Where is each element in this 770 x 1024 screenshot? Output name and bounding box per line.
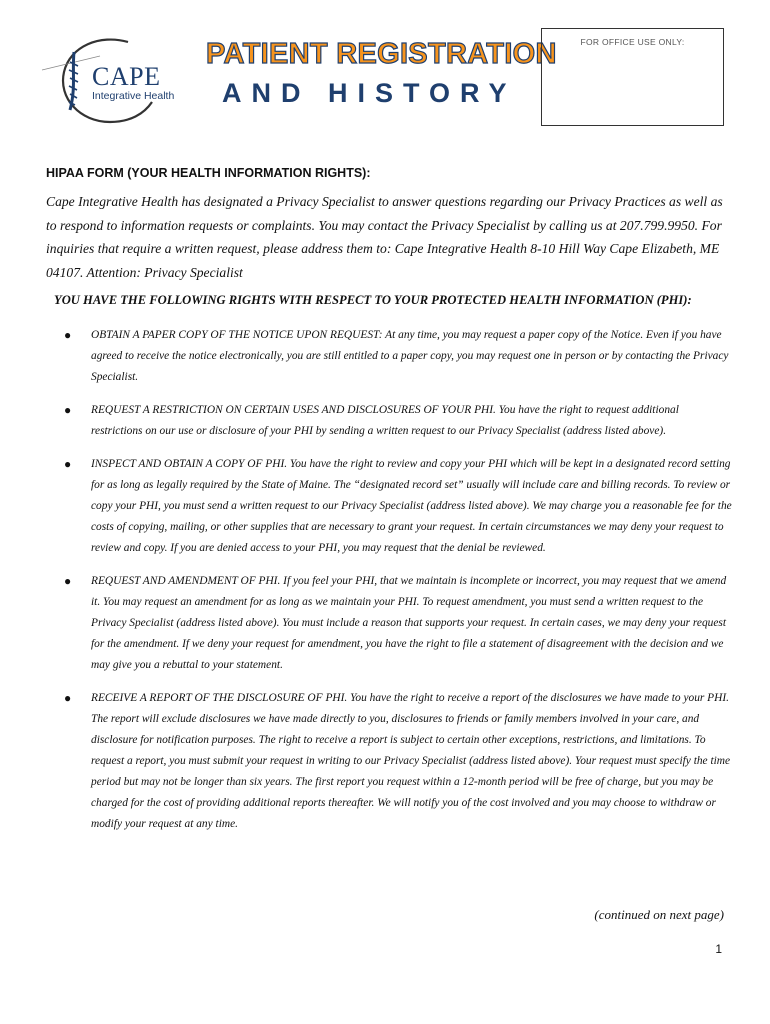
right-text: INSPECT AND OBTAIN A COPY OF PHI. You have the right to review and copy your PHI which will be kept in a designated record setting for as long as legally required by the State of Maine. The “designated record set” usually will include care and billing records. To review or copy your PHI, you must send a written request to our Privacy Specialist (address listed above). We may charge you a reasonable fee for the costs of copying, mailing, or other supplies that are necessary to grant your request. In certain circumstances we may deny your request to review and copy. If you are denied access to your PHI, you may request that the denial be reviewed. bbox=[91, 458, 732, 554]
bullet-icon: ● bbox=[64, 403, 72, 417]
right-text: OBTAIN A PAPER COPY OF THE NOTICE UPON REQUEST: At any time, you may request a paper copy of the Notice. Even if you have agreed to receive the notice electronically, you are still entitled to a paper copy, you may request one in person or by contacting the Privacy Specialist. bbox=[91, 329, 729, 383]
brand-name: CAPE bbox=[92, 62, 161, 91]
bullet-icon: ● bbox=[64, 691, 72, 705]
right-text: REQUEST A RESTRICTION ON CERTAIN USES AND DISCLOSURES OF YOUR PHI. You have the right to request additional restrictions on our use or disclosure of your PHI by sending a written request to our Privacy Specialist (address listed above). bbox=[91, 404, 679, 437]
page-number: 1 bbox=[715, 942, 722, 956]
list-item bbox=[62, 688, 732, 835]
form-title-line2: AND HISTORY bbox=[222, 78, 517, 108]
bullet-icon: ● bbox=[64, 574, 72, 588]
list-item bbox=[62, 454, 732, 559]
right-text: RECEIVE A REPORT OF THE DISCLOSURE OF PHI. You have the right to receive a report of the disclosures we have made to your PHI. The report will exclude disclosures we have made directly to you, disclosures to friends or family members involved in your care, and disclosure for notification purposes. The right to receive a report is subject to certain other exceptions, restrictions, and limitations. To request a report, you must submit your request in writing to our Privacy Specialist (address listed above). Your request must specify the time period but may not be longer than six years. The first report you request within a 12-month period will be free of charge, but you may be charged for the cost of providing additional reports thereafter. We will notify you of the cost involved and you may choose to withdraw or modify your request at any time. bbox=[91, 692, 731, 830]
section-title: HIPAA FORM (YOUR HEALTH INFORMATION RIGHTS): bbox=[46, 166, 371, 180]
form-title-line1: PATIENT REGISTRATION bbox=[206, 38, 557, 70]
bullet-icon: ● bbox=[64, 457, 72, 471]
continued-note: (continued on next page) bbox=[594, 907, 724, 922]
list-item bbox=[62, 400, 732, 442]
intro-paragraph: Cape Integrative Health has designated a Privacy Specialist to answer questions regarding our Privacy Practices as well as to respond to information requests or complaints. You may contact the Privacy Specialist by calling us at 207.799.9950. For inquiries that require a written request, please address them to: Cape Integrative Health 8-10 Hill Way Cape Elizabeth, ME 04107. Attention: Privacy Specialist bbox=[46, 194, 723, 280]
bullet-icon: ● bbox=[64, 328, 72, 342]
rights-heading: YOU HAVE THE FOLLOWING RIGHTS WITH RESPECT TO YOUR PROTECTED HEALTH INFORMATION (PHI): bbox=[54, 293, 692, 307]
brand-subtitle: Integrative Health bbox=[92, 90, 175, 102]
office-use-label: FOR OFFICE USE ONLY: bbox=[580, 37, 685, 47]
list-item bbox=[62, 571, 732, 676]
rights-list bbox=[62, 325, 732, 835]
right-text: REQUEST AND AMENDMENT OF PHI. If you feel your PHI, that we maintain is incomplete or incorrect, you may request that we amend it. You may request an amendment for as long as we maintain your PHI. To request amendment, you must send a written request to the Privacy Specialist (address listed above). You must include a reason that supports your request. In certain cases, we may deny your request for the amendment. If we deny your request for amendment, you have the right to file a statement of disagreement with the decision and we may give you a rebuttal to your statement. bbox=[91, 575, 727, 671]
list-item bbox=[62, 325, 732, 388]
office-use-box[interactable] bbox=[541, 28, 724, 126]
